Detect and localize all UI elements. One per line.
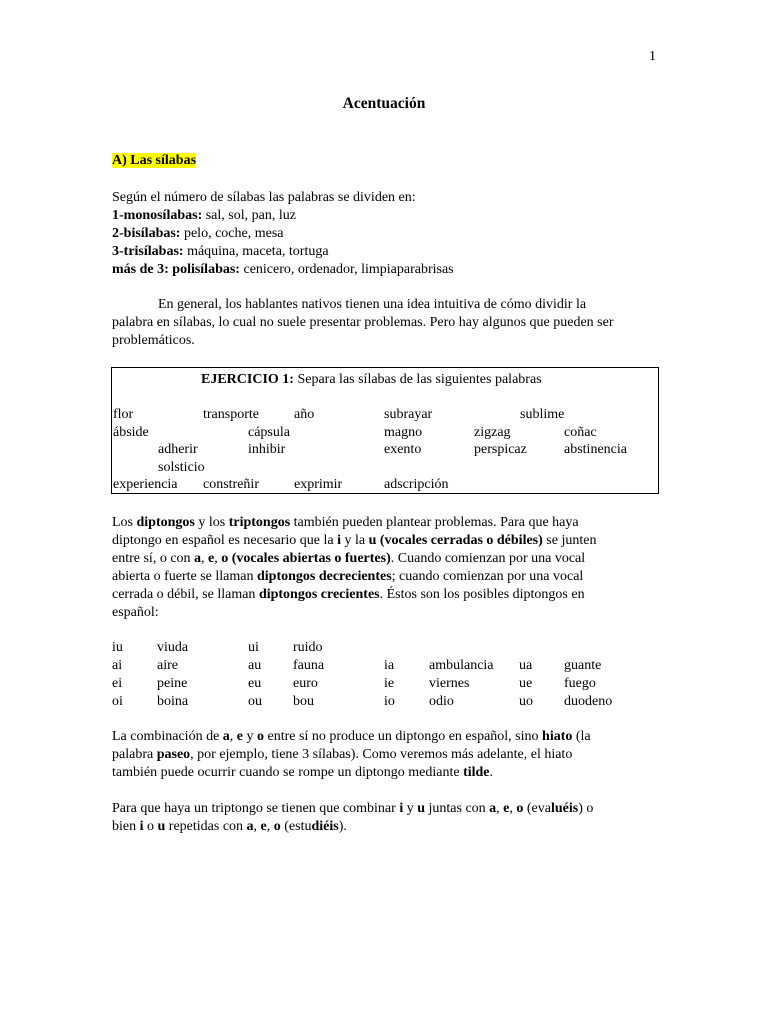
diphthong-cell: ou: [248, 694, 262, 709]
paragraph-line: abierta o fuerte se llaman diptongos decrecientes; cuando comienzan por una vocal: [112, 569, 584, 584]
page-number: 1: [649, 49, 656, 64]
diphthong-cell: ia: [384, 658, 395, 673]
paragraph-line: La combinación de a, e y o entre sí no produce un diptongo en español, sino hiato (la: [112, 729, 591, 744]
paragraph-line: español:: [112, 605, 159, 620]
exercise-word: solsticio: [158, 460, 205, 475]
diphthong-cell: iu: [112, 640, 123, 655]
diphthong-cell: ie: [384, 676, 395, 691]
document-title: Acentuación: [342, 95, 426, 112]
paragraph-line: palabra en sílabas, lo cual no suele presentar problemas. Pero hay algunos que pueden ser: [112, 315, 614, 330]
exercise-word: adscripción: [384, 477, 449, 492]
paragraph-line: Para que haya un triptongo se tienen que combinar i y u juntas con a, e, o (evaluéis) o: [112, 801, 594, 816]
diphthong-cell: au: [248, 658, 262, 673]
diphthong-cell: euro: [293, 676, 318, 691]
exercise-word: abstinencia: [564, 442, 627, 457]
paragraph-line: cerrada o débil, se llaman diptongos crecientes. Éstos son los posibles diptongos en: [112, 587, 585, 602]
diphthong-cell: uo: [519, 694, 533, 709]
exercise-word: transporte: [203, 407, 259, 422]
diphthong-cell: peine: [157, 676, 188, 691]
diphthong-cell: odio: [429, 694, 454, 709]
diphthong-cell: boina: [157, 694, 189, 709]
exercise-word: coñac: [564, 425, 597, 440]
section-a-heading: A) Las sílabas: [112, 153, 197, 168]
diphthong-cell: viernes: [429, 676, 470, 691]
diphthong-cell: fauna: [293, 658, 325, 673]
diphthong-cell: ei: [112, 676, 123, 691]
diphthong-cell: guante: [564, 658, 602, 673]
exercise-word: adherir: [158, 442, 198, 457]
intro-line: Según el número de sílabas las palabras se dividen en:: [112, 190, 416, 205]
diphthong-cell: aire: [157, 658, 178, 673]
diphthong-cell: bou: [293, 694, 314, 709]
diphthong-cell: fuego: [564, 676, 596, 691]
exercise-word: perspicaz: [474, 442, 527, 457]
diphthong-cell: viuda: [157, 640, 189, 655]
diphthong-cell: ua: [519, 658, 533, 673]
paragraph-line: entre sí, o con a, e, o (vocales abiertas o fuertes). Cuando comienzan por una vocal: [112, 551, 586, 566]
exercise-word: sublime: [520, 407, 565, 422]
exercise-word: año: [294, 407, 315, 422]
diphthong-cell: ui: [248, 640, 259, 655]
paragraph-line: diptongo en español es necesario que la i y la u (vocales cerradas o débiles) se junten: [112, 533, 597, 548]
diphthong-cell: oi: [112, 694, 123, 709]
exercise-word: exprimir: [294, 477, 343, 492]
exercise-word: cápsula: [248, 425, 290, 440]
class-item: 3-trisílabas: máquina, maceta, tortuga: [112, 244, 329, 259]
diphthongs-paragraph: [112, 514, 656, 622]
diphthong-cell: duodeno: [564, 694, 613, 709]
class-item: más de 3: polisílabas: cenicero, ordenador, limpiaparabrisas: [112, 262, 454, 277]
class-item: 1-monosílabas: sal, sol, pan, luz: [112, 208, 296, 223]
diphthong-cell: io: [384, 694, 395, 709]
paragraph-line: palabra paseo, por ejemplo, tiene 3 sílabas). Como veremos más adelante, el hiato: [112, 747, 573, 762]
exercise-word: exento: [384, 442, 422, 457]
exercise-word: subrayar: [384, 407, 433, 422]
diphthong-cell: ambulancia: [429, 658, 494, 673]
section-heading: [112, 152, 196, 170]
paragraph-line: Los diptongos y los triptongos también pueden plantear problemas. Para que haya: [112, 515, 579, 530]
paragraph-line: problemáticos.: [112, 333, 195, 348]
exercise-word: flor: [113, 407, 134, 422]
diphthong-cell: eu: [248, 676, 262, 691]
paragraph-line: En general, los hablantes nativos tienen una idea intuitiva de cómo dividir la: [158, 297, 587, 312]
general-paragraph: [112, 296, 656, 350]
diphthong-table: [112, 639, 656, 711]
exercise-word: ábside: [113, 425, 149, 440]
hiato-paragraph: [112, 728, 656, 782]
syllable-classes: [112, 189, 454, 279]
exercise-word: experiencia: [113, 477, 178, 492]
exercise-heading: EJERCICIO 1: Separa las sílabas de las siguientes palabras: [201, 372, 542, 387]
exercise-word: constreñir: [203, 477, 259, 492]
paragraph-line: también puede ocurrir cuando se rompe un diptongo mediante tilde.: [112, 765, 494, 780]
paragraph-line: bien i o u repetidas con a, e, o (estudiéis).: [112, 819, 347, 834]
diphthong-cell: ue: [519, 676, 533, 691]
diphthong-cell: ruido: [293, 640, 323, 655]
exercise-word: magno: [384, 425, 423, 440]
triptongo-paragraph: [112, 800, 656, 836]
exercise-1-box: [111, 367, 659, 494]
diphthong-cell: ai: [112, 658, 123, 673]
exercise-word: inhibir: [248, 442, 286, 457]
exercise-word: zigzag: [474, 425, 511, 440]
class-item: 2-bisílabas: pelo, coche, mesa: [112, 226, 284, 241]
